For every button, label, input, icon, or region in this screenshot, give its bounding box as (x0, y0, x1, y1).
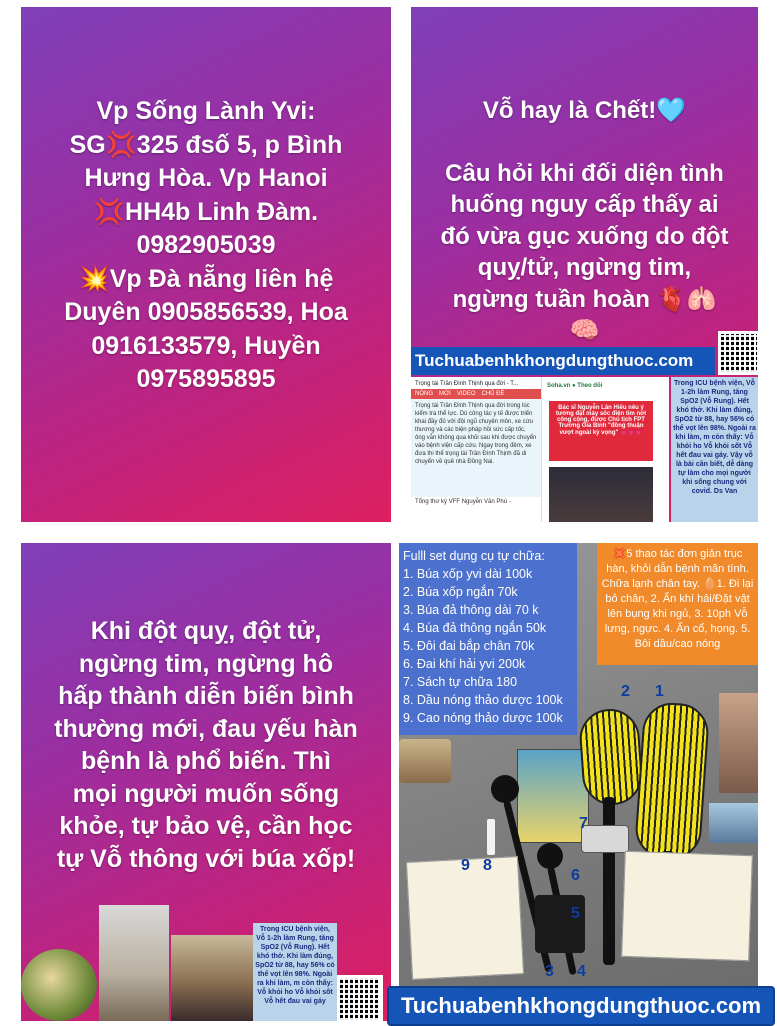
photo-collage (21, 905, 253, 1021)
balm-tin (581, 825, 629, 853)
photo-room (99, 905, 169, 1021)
list-item: 3. Búa đả thông dài 70 k (403, 603, 539, 617)
item-number: 8 (483, 857, 492, 874)
text-line: Duyên 0905856539, Hoa (64, 298, 348, 326)
foot-reflexology-chart (621, 851, 753, 961)
inset-photo (719, 693, 758, 793)
foam-hammer-long (634, 701, 711, 861)
text-line: Vỗ hay là Chết!🩵 (482, 97, 687, 124)
news-screenshot (411, 377, 669, 522)
text-line: 0975895895 (136, 365, 276, 393)
list-item: 7. Sách tự chữa 180 (403, 675, 518, 689)
oil-bottle (487, 819, 495, 855)
text-line: ngừng tim, ngừng hô (78, 649, 334, 678)
item-number: 7 (579, 815, 588, 832)
tapping-hammer-head (491, 775, 519, 803)
tapping-hammer-head (537, 843, 563, 869)
text-line: quỵ/tử, ngừng tim, (477, 254, 692, 281)
news-headline-card: Bác sĩ Nguyễn Lân Hiếu nêu ý tưởng đặt máy sốc điện tim nơi công cộng, được Chủ tịch FPT Trương Gia Bình "đồng thuận vượt ngoài kỳ vọng" 💗💗💗 (549, 401, 653, 461)
nav-item: CHỦ ĐỀ (481, 391, 505, 397)
inset-photo (709, 803, 758, 843)
qr-code (337, 975, 383, 1021)
text-line: ngừng tuần hoàn 🫀🫁 (452, 285, 717, 313)
news-article-left (411, 377, 542, 522)
text-line: khỏe, tự bảo vệ, cần học (59, 812, 353, 840)
emergency-question-text (419, 95, 750, 347)
photo-treatment (171, 935, 253, 1021)
text-line: Khi đột quỵ, đột tử, (90, 617, 322, 645)
nav-item: VIDEO (456, 391, 476, 397)
text-line: hấp thành diễn biến bình (58, 682, 354, 710)
list-item: 1. Búa xốp yvi dài 100k (403, 567, 533, 581)
text-line: huống nguy cấp thấy ai (450, 191, 719, 218)
five-steps-note: 💢5 thao tác đơn giản trục hàn, khỏi dẫn bệnh mãn tính. Chữa lạnh chân tay. 🥚1. Đi lại bỏ chân, 2. Ấn khí hải/Đặt vật lên bụng khi ngủ, 3. 10ph Vỗ lưng, ngực. 4. Ấn cổ, họng. 5. Bôi dầu/cao nóng (597, 543, 758, 665)
inset-photo (399, 739, 451, 783)
qr-code (718, 331, 758, 375)
list-item: 2. Búa xốp ngắn 70k (403, 585, 518, 599)
news-article-right (543, 377, 669, 522)
photo-circle (21, 949, 97, 1021)
info-card-offices (21, 7, 391, 522)
article-title: Trọng tài Trần Đình Thịnh qua đời - T... (415, 381, 519, 387)
news-nav (411, 389, 541, 399)
item-number: 9 (461, 857, 470, 874)
text-line: thường mới, đau yếu hàn (54, 714, 358, 743)
info-card-advice (21, 543, 391, 1021)
text-line: Hưng Hòa. Vp Hanoi (84, 164, 328, 192)
text-line: 💥Vp Đà nẵng liên hệ (78, 264, 334, 293)
text-line: tự Vỗ thông với búa xốp! (56, 844, 356, 873)
list-item: 4. Búa đả thông ngắn 50k (403, 621, 547, 635)
hammer-handle (603, 797, 615, 965)
text-line: mọi người muốn sống (72, 779, 340, 808)
text-line: 💢HH4b Linh Đàm. (93, 197, 319, 226)
list-item: 8. Dầu nóng thảo dược 100k (403, 693, 563, 707)
nav-item: MỚI (439, 391, 451, 397)
list-item: 5. Đôi đai bắp chân 70k (403, 639, 535, 653)
text-line: 0982905039 (136, 231, 276, 259)
icu-testimonial-note: Trong ICU bệnh viện, Vỗ 1-2h làm Rung, tăng SpO2 (Vỗ Rung). Hết khó thở. Khi làm đúng, SpO2 từ 88, hay 56% có thể vọt lên 98%. Ngoài ra khi làm, m còn thấy: Vỗ khỏi ho Vỗ khỏi sốt Vỗ hết đau vai gáy (253, 923, 337, 1021)
nav-item: NÓNG (415, 391, 433, 397)
item-number: 6 (571, 867, 580, 884)
website-url-label[interactable]: Tuchuabenhkhongdungthuoc.com (411, 347, 715, 375)
text-line: Câu hỏi khi đối diện tình (445, 159, 724, 187)
list-item: 6. Đai khí hải yvi 200k (403, 657, 526, 671)
text-line: đó vừa gục xuống do đột (440, 222, 729, 250)
list-item: Fulll set dụng cụ tự chữa: (403, 549, 545, 563)
website-url-banner[interactable]: Tuchuabenhkhongdungthuoc.com (387, 986, 775, 1026)
info-card-emergency (411, 7, 758, 522)
news-photo (549, 467, 653, 522)
item-number: 2 (621, 683, 630, 700)
spacer (419, 127, 750, 158)
list-item: 9. Cao nóng thảo dược 100k (403, 711, 563, 725)
text-line: bệnh là phổ biến. Thì (81, 747, 331, 775)
text-line: 🧠 (569, 317, 600, 344)
news-source: Soha.vn ● Theo dõi (547, 383, 603, 389)
text-line: Vp Sống Lành Yvi: (96, 97, 316, 125)
item-number: 1 (655, 683, 664, 700)
text-line: SG💢325 đsố 5, p Bình (69, 130, 343, 159)
item-number: 5 (571, 905, 580, 922)
icu-testimonial-note: Trong ICU bệnh viện, Vỗ 1-2h làm Rung, tăng SpO2 (Vỗ Rung). Hết khó thở. Khi làm đúng, SpO2 từ 88, hay 56% có thể vọt lên 98%. Ngoài ra khi làm, m còn thấy: Vỗ khỏi ho Vỗ khỏi sốt Vỗ hết đau vai gáy. Vậy vỗ là bài cần biết, dễ dàng tự làm cho mọi người khi sống chung với covid. Ds Van (671, 377, 758, 522)
article-footer: Tổng thư ký VFF Nguyễn Văn Phú - (415, 499, 511, 505)
article-body: Trọng tài Trần Đình Thịnh qua đời trong lúc kiểm tra thể lực. Dù công tác y tế được triển khai đầy đủ với đội ngũ chuyên môn, xe cứu thương và các biện pháp hồi sức cấp tốc, ông vẫn không qua khỏi sau khi được chuyển vào bệnh viện cấp cứu. Ngay trong đêm, xe đưa thi thể trọng tài Trần Đình Thịnh đã di chuyển về quê nhà Đồng Nai. (411, 399, 541, 497)
product-price-list (399, 543, 577, 735)
product-photo-card (399, 543, 758, 1021)
item-number: 4 (577, 963, 586, 980)
foam-hammer-short (578, 707, 645, 807)
calf-strap (535, 895, 585, 953)
office-contacts-text (29, 95, 383, 397)
advice-text (31, 615, 381, 875)
item-number: 3 (545, 963, 554, 980)
text-line: 0916133579, Huyền (91, 331, 321, 360)
